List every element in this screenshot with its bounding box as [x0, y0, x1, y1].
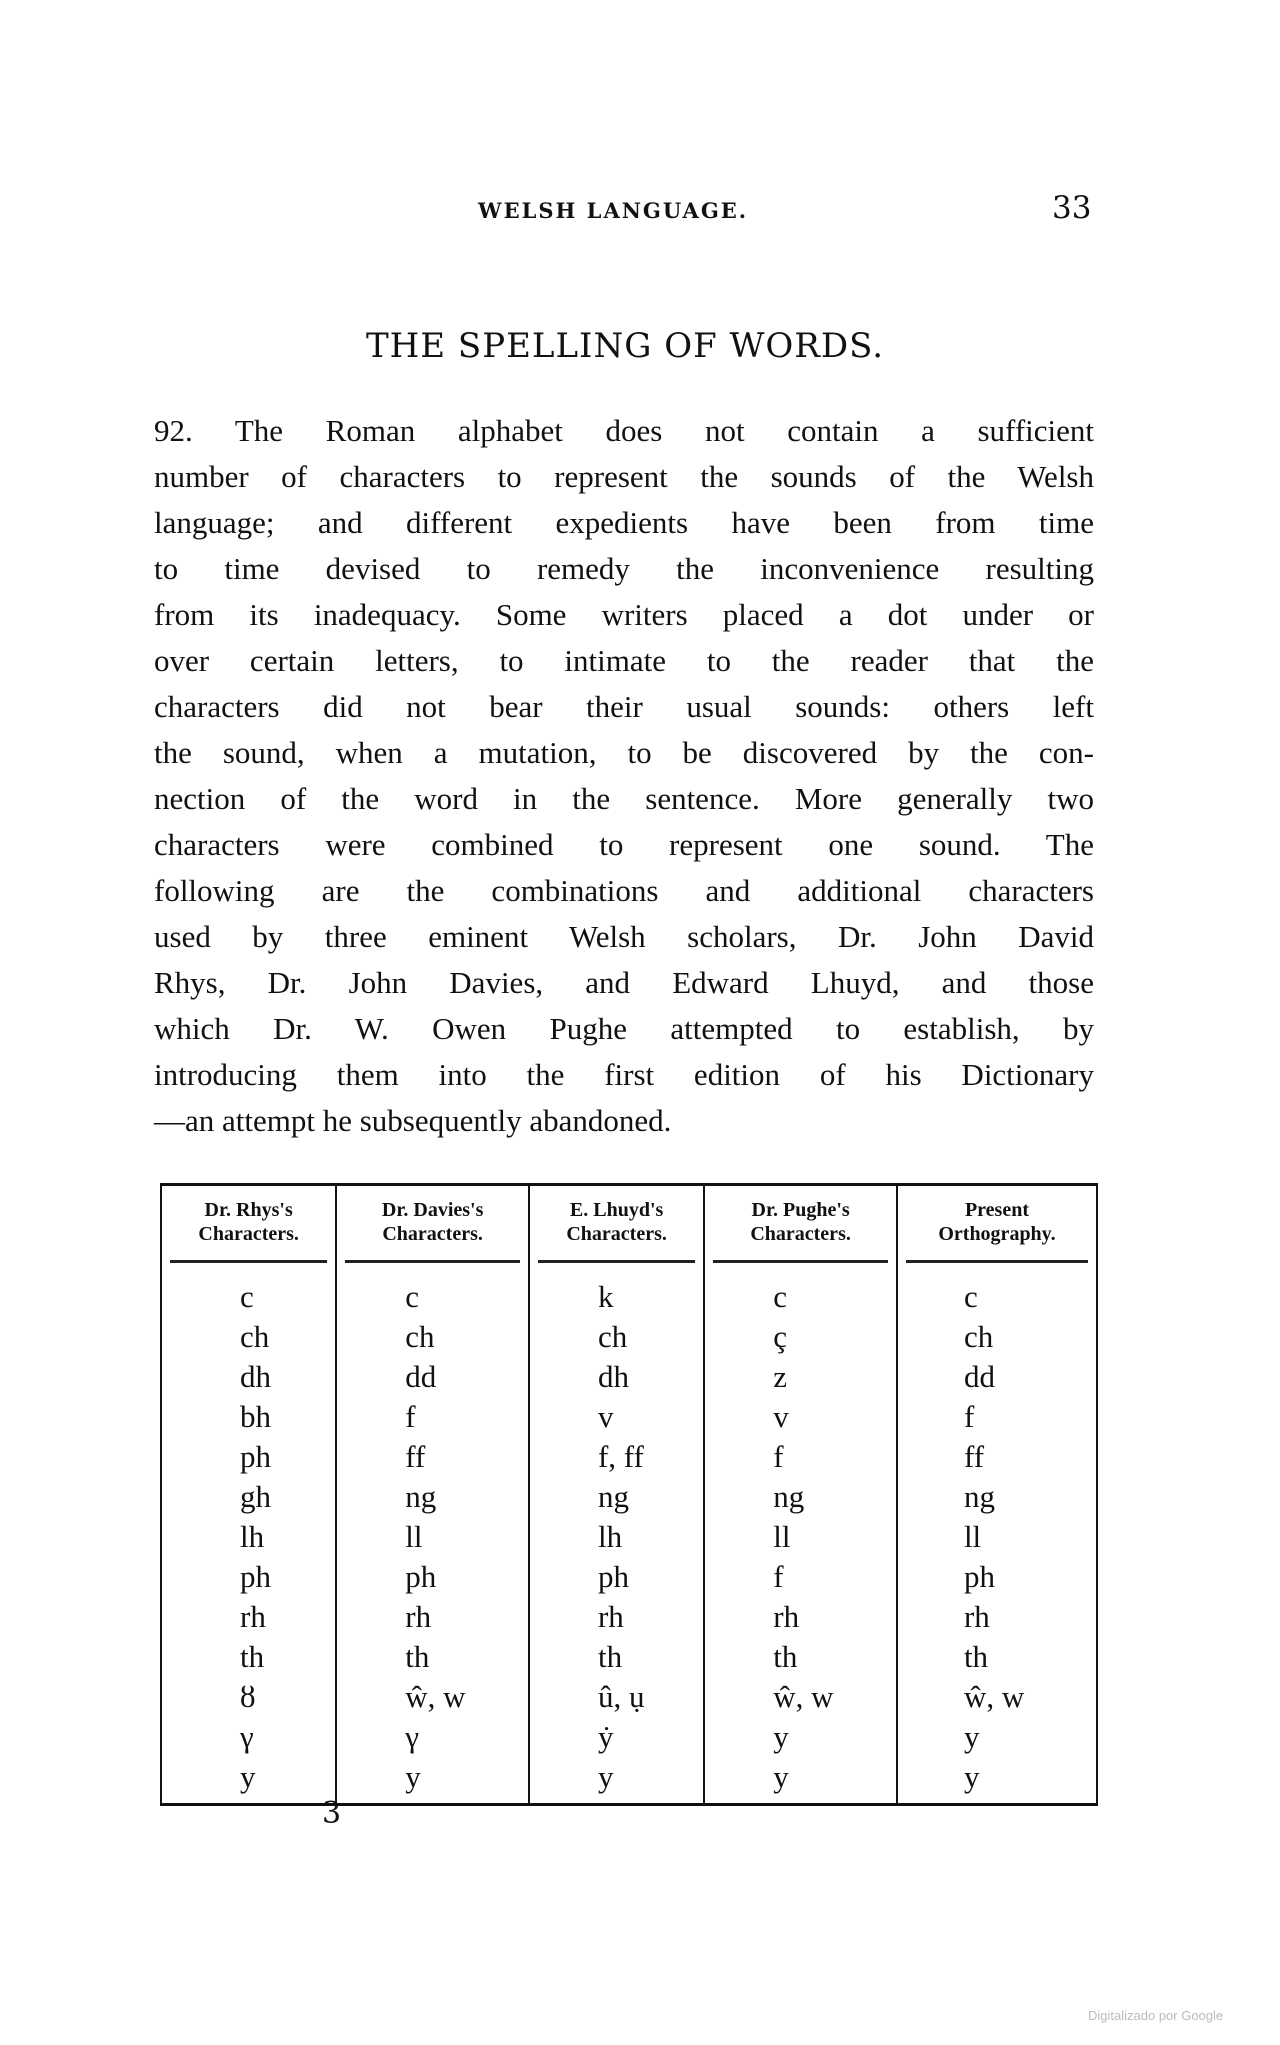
- table-cell: c: [704, 1273, 897, 1317]
- table-row: [161, 1317, 1097, 1357]
- table-cell: ȣ: [161, 1677, 336, 1717]
- column-header-line: Orthography.: [938, 1223, 1056, 1245]
- table-cell: c: [897, 1273, 1097, 1317]
- table-cell: gh: [161, 1477, 336, 1517]
- paragraph-line: number of characters to represent the sounds of the Welsh: [154, 459, 1094, 494]
- orthography-table: [160, 1183, 1098, 1806]
- table-cell: ng: [704, 1477, 897, 1517]
- table-cell: rh: [529, 1597, 704, 1637]
- table-row: [161, 1437, 1097, 1477]
- table-header-row: [161, 1185, 1097, 1274]
- signature-mark: 3: [322, 1796, 342, 1831]
- column-header-label: [345, 1198, 520, 1263]
- table-cell: ph: [161, 1437, 336, 1477]
- paragraph-line: 92. The Roman alphabet does not contain a sufficient: [154, 413, 1094, 448]
- paragraph-line: —an attempt he subsequently abandoned.: [154, 1103, 672, 1138]
- paragraph-line: the sound, when a mutation, to be discovered by the con-: [154, 735, 1094, 770]
- table-cell: c: [336, 1273, 529, 1317]
- table-cell: ŵ, w: [704, 1677, 897, 1717]
- table-cell: th: [161, 1637, 336, 1677]
- table-cell: ph: [897, 1557, 1097, 1597]
- paragraph-line: Rhys, Dr. John Davies, and Edward Lhuyd, and those: [154, 965, 1094, 1000]
- table-cell: lh: [161, 1517, 336, 1557]
- column-header-label: [906, 1198, 1088, 1263]
- table-cell: y: [336, 1757, 529, 1805]
- table-cell: ll: [336, 1517, 529, 1557]
- table-row: [161, 1637, 1097, 1677]
- table-cell: f: [704, 1437, 897, 1477]
- paragraph-line: characters did not bear their usual sounds: others left: [154, 689, 1094, 724]
- body-paragraph: [154, 408, 1094, 1144]
- table-cell: dh: [161, 1357, 336, 1397]
- column-header-line: Dr. Pughe's: [751, 1199, 850, 1221]
- paragraph-line: nection of the word in the sentence. More generally two: [154, 781, 1094, 816]
- table-cell: f: [336, 1397, 529, 1437]
- table-cell: ch: [529, 1317, 704, 1357]
- table-cell: y: [897, 1757, 1097, 1805]
- table-row: [161, 1557, 1097, 1597]
- column-header: [161, 1185, 336, 1274]
- column-header-line: Characters.: [750, 1223, 851, 1245]
- table-cell: ff: [336, 1437, 529, 1477]
- table-body: [161, 1273, 1097, 1805]
- table-cell: ph: [336, 1557, 529, 1597]
- table-cell: dd: [336, 1357, 529, 1397]
- column-header-label: [538, 1198, 695, 1263]
- table-row: [161, 1397, 1097, 1437]
- column-header: [704, 1185, 897, 1274]
- paragraph-line: introducing them into the first edition of his Dictionary: [154, 1057, 1094, 1092]
- paragraph-line: used by three eminent Welsh scholars, Dr. John David: [154, 919, 1094, 954]
- table-cell: y: [704, 1717, 897, 1757]
- table-cell: ch: [161, 1317, 336, 1357]
- table-cell: th: [529, 1637, 704, 1677]
- table-cell: ch: [336, 1317, 529, 1357]
- column-header-line: Dr. Davies's: [381, 1199, 484, 1221]
- table-cell: ng: [336, 1477, 529, 1517]
- paragraph-line: over certain letters, to intimate to the reader that the: [154, 643, 1094, 678]
- table-row: [161, 1757, 1097, 1805]
- table-cell: bh: [161, 1397, 336, 1437]
- watermark: Digitalizado por Google: [1088, 2008, 1224, 2023]
- table-cell: rh: [704, 1597, 897, 1637]
- paragraph-line: which Dr. W. Owen Pughe attempted to establish, by: [154, 1011, 1094, 1046]
- table-cell: ll: [704, 1517, 897, 1557]
- paragraph-line: language; and different expedients have been from time: [154, 505, 1094, 540]
- column-header-label: [713, 1198, 888, 1263]
- table-cell: y: [897, 1717, 1097, 1757]
- table-cell: f: [897, 1397, 1097, 1437]
- table-cell: ff: [897, 1437, 1097, 1477]
- table-cell: rh: [897, 1597, 1097, 1637]
- table-cell: y: [704, 1757, 897, 1805]
- table-cell: th: [704, 1637, 897, 1677]
- column-header-line: Present: [964, 1199, 1029, 1221]
- page-number: 33: [1052, 190, 1092, 226]
- table-cell: dd: [897, 1357, 1097, 1397]
- table-cell: y: [529, 1757, 704, 1805]
- table-cell: û, ụ: [529, 1677, 704, 1717]
- table-cell: ph: [161, 1557, 336, 1597]
- table-cell: th: [336, 1637, 529, 1677]
- column-header-label: [170, 1198, 327, 1263]
- table-cell: γ: [161, 1717, 336, 1757]
- table-cell: th: [897, 1637, 1097, 1677]
- table-cell: rh: [161, 1597, 336, 1637]
- paragraph-line: to time devised to remedy the inconvenience resulting: [154, 551, 1094, 586]
- table-cell: γ: [336, 1717, 529, 1757]
- column-header: [897, 1185, 1097, 1274]
- table-row: [161, 1517, 1097, 1557]
- table-cell: v: [529, 1397, 704, 1437]
- column-header: [336, 1185, 529, 1274]
- table-cell: y: [161, 1757, 336, 1805]
- table-cell: ch: [897, 1317, 1097, 1357]
- table-row: [161, 1477, 1097, 1517]
- table-cell: ç: [704, 1317, 897, 1357]
- section-title: THE SPELLING OF WORDS.: [365, 326, 885, 366]
- paragraph-line: following are the combinations and additional characters: [154, 873, 1094, 908]
- running-header-title: WELSH LANGUAGE.: [478, 198, 749, 223]
- table-cell: ng: [897, 1477, 1097, 1517]
- column-header-line: Characters.: [566, 1223, 667, 1245]
- column-header-line: Characters.: [382, 1223, 483, 1245]
- table-row: [161, 1717, 1097, 1757]
- column-header-line: Dr. Rhys's: [204, 1199, 293, 1221]
- table-cell: v: [704, 1397, 897, 1437]
- column-header-line: E. Lhuyd's: [569, 1199, 664, 1221]
- table-row: [161, 1273, 1097, 1317]
- table-cell: lh: [529, 1517, 704, 1557]
- paragraph-line: from its inadequacy. Some writers placed a dot under or: [154, 597, 1094, 632]
- column-header-line: Characters.: [198, 1223, 299, 1245]
- table-cell: ŵ, w: [897, 1677, 1097, 1717]
- table-cell: k: [529, 1273, 704, 1317]
- table-cell: ẏ: [529, 1717, 704, 1757]
- table-cell: c: [161, 1273, 336, 1317]
- table-cell: f, ff: [529, 1437, 704, 1477]
- table-cell: f: [704, 1557, 897, 1597]
- table-cell: ll: [897, 1517, 1097, 1557]
- table-row: [161, 1597, 1097, 1637]
- column-header: [529, 1185, 704, 1274]
- table-row: [161, 1677, 1097, 1717]
- paragraph-line: characters were combined to represent one sound. The: [154, 827, 1094, 862]
- table-cell: ng: [529, 1477, 704, 1517]
- table-cell: z: [704, 1357, 897, 1397]
- table-cell: rh: [336, 1597, 529, 1637]
- table-cell: ph: [529, 1557, 704, 1597]
- table-row: [161, 1357, 1097, 1397]
- table-cell: dh: [529, 1357, 704, 1397]
- table-cell: ŵ, w: [336, 1677, 529, 1717]
